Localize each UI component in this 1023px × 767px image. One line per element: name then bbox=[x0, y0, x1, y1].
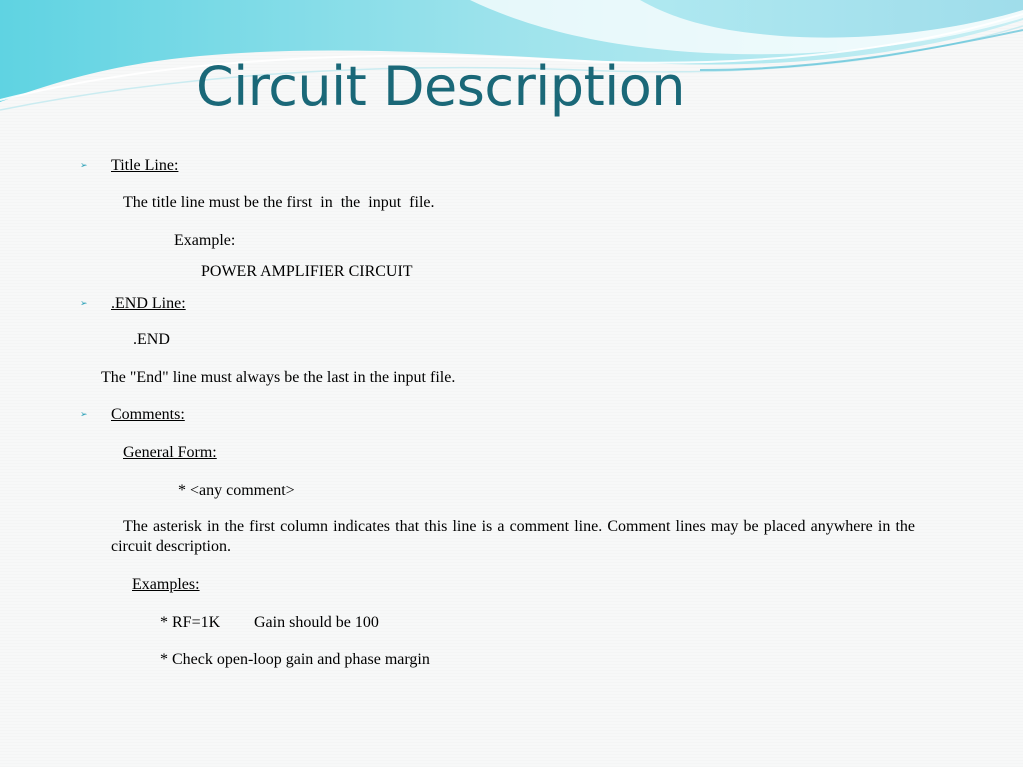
comments-heading: Comments: bbox=[111, 406, 185, 423]
example-1-code: * RF=1K bbox=[160, 614, 221, 631]
slide-title: Circuit Description bbox=[196, 55, 686, 118]
example-1-note: Gain should be 100 bbox=[254, 614, 379, 631]
end-line-description: The "End" line must always be the last in the input file. bbox=[101, 369, 456, 386]
examples-label: Examples: bbox=[132, 576, 200, 593]
example-2: * Check open-loop gain and phase margin bbox=[160, 651, 430, 668]
general-form-label: General Form: bbox=[123, 444, 217, 461]
general-form-value: * <any comment> bbox=[178, 482, 295, 499]
end-line-heading: .END Line: bbox=[111, 295, 186, 312]
bullet-arrow-icon: ➢ bbox=[80, 410, 88, 420]
title-line-description: The title line must be the first in the input file. bbox=[123, 194, 435, 211]
comments-description: The asterisk in the first column indicates that this line is a comment line. Comment lines may be placed anywhere in the circuit description. bbox=[111, 518, 915, 555]
title-line-heading: Title Line: bbox=[111, 157, 179, 174]
title-line-example-label: Example: bbox=[174, 232, 236, 249]
bullet-arrow-icon: ➢ bbox=[80, 161, 88, 171]
bullet-arrow-icon: ➢ bbox=[80, 299, 88, 309]
end-line-statement: .END bbox=[133, 331, 170, 348]
title-line-example-value: POWER AMPLIFIER CIRCUIT bbox=[201, 263, 413, 280]
